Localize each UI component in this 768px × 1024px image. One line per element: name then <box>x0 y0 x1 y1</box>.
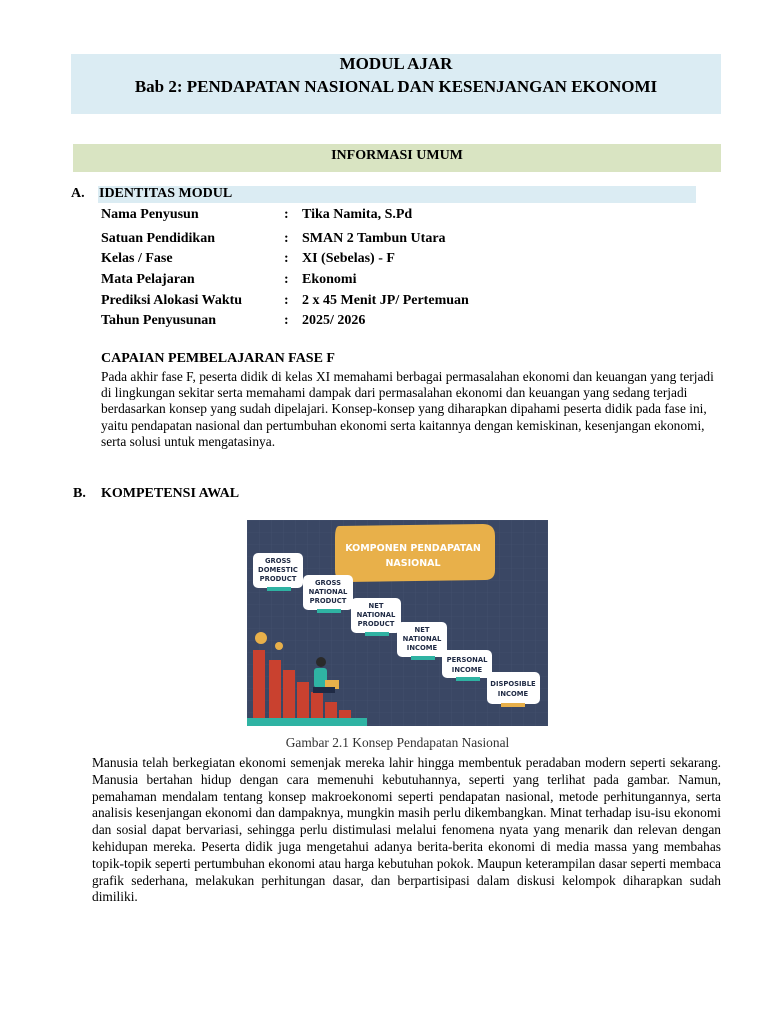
figure-illustration <box>247 520 548 726</box>
banner-line-1: KOMPONEN PENDAPATAN <box>345 543 481 554</box>
identity-row <box>0 250 768 270</box>
info-heading: INFORMASI UMUM <box>73 144 721 172</box>
identity-value: Ekonomi <box>302 272 357 287</box>
step-text: GROSS <box>264 557 292 565</box>
module-title: MODUL AJAR <box>339 54 453 73</box>
step-text: DOMESTIC <box>258 566 298 574</box>
identity-label: Kelas / Fase <box>101 251 173 266</box>
step-text: NATIONAL <box>356 611 396 619</box>
identity-value: XI (Sebelas) - F <box>302 251 395 266</box>
step-text: INCOME <box>451 666 483 674</box>
step-text: PRODUCT <box>309 597 347 605</box>
identity-colon: : <box>284 251 289 266</box>
step-text: INCOME <box>406 644 438 652</box>
identity-label: Satuan Pendidikan <box>101 231 215 246</box>
identity-row <box>0 206 768 226</box>
section-a-title: IDENTITAS MODUL <box>99 186 233 201</box>
step-card <box>487 672 540 704</box>
step-text: PRODUCT <box>259 575 297 583</box>
identity-colon: : <box>284 272 289 287</box>
identity-row <box>0 312 768 332</box>
identity-colon: : <box>284 231 289 246</box>
identity-value: Tika Namita, S.Pd <box>302 207 413 222</box>
identity-value: SMAN 2 Tambun Utara <box>302 231 446 246</box>
capaian-text: Pada akhir fase F, peserta didik di kelas XI memahami berbagai permasalahan ekonomi dan keuangan yang terjadi di lingkungan sekitar serta memahami dampak dari permasalahan ekonomi dan keuangan yang sedang terjadi berdasarkan konsep yang sudah dipelajari. Konsep-konsep yang diharapkan dipahami peserta didik pada fase ini, yaitu pendapatan nasional dan pertumbuhan ekonomi serta kaitannya dengan kemiskinan, kesenjangan ekonomi, serta solusi untuk mengatasinya. <box>101 369 714 449</box>
step-text: PRODUCT <box>357 620 395 628</box>
step-text: DISPOSIBLE <box>490 680 536 688</box>
identity-row <box>0 271 768 291</box>
kompetensi-awal-text: Manusia telah berkegiatan ekonomi semenjak mereka lahir hingga membentuk peradaban modern seperti sekarang. Manusia bertahan hidup dengan cara memenuhi kebutuhannya, seperti yang terlihat pada gambar. Namun, pemahaman mendalam tentang konsep makroekonomi seperti pendapatan nasional, metode perhitungannya, serta analisis kesenjangan ekonomi dan dampaknya, mungkin masih perlu dikembangkan. Minat terhadap isu-isu ekonomi dan sosial dapat bervariasi, sehingga perlu distimulasi melalui fenomena nyata yang menarik dan relevan dengan kehidupan mereka. Peserta didik juga mengetahui adanya berita-berita ekonomi di media massa yang membahas topik-topik seperti pertumbuhan ekonomi atau harga kebutuhan pokok. Maupun keterampilan dasar seperti membaca grafik sederhana, melakukan perhitungan dasar, dan berpartisipasi dalam diskusi kelompok diharapkan sudah dimiliki. <box>92 755 721 905</box>
identity-colon: : <box>284 207 289 222</box>
figure-caption: Gambar 2.1 Konsep Pendapatan Nasional <box>285 735 510 750</box>
section-b-title: KOMPETENSI AWAL <box>101 486 240 501</box>
coin-icon <box>255 632 267 644</box>
national-income-figure <box>247 520 548 726</box>
identity-label: Prediksi Alokasi Waktu <box>101 293 243 308</box>
identity-row <box>0 230 768 250</box>
step-text: PERSONAL <box>446 656 488 664</box>
step-text: NATIONAL <box>308 588 348 596</box>
section-b-letter: B. <box>73 486 86 501</box>
module-title-box <box>71 54 721 114</box>
section-a-letter: A. <box>71 186 85 201</box>
banner-line-2: NASIONAL <box>385 558 441 569</box>
step-text: INCOME <box>497 690 529 698</box>
identity-label: Tahun Penyusunan <box>101 313 217 328</box>
step-text: GROSS <box>314 579 342 587</box>
identity-colon: : <box>284 293 289 308</box>
identity-colon: : <box>284 313 289 328</box>
module-subtitle: Bab 2: PENDAPATAN NASIONAL DAN KESENJANGAN EKONOMI <box>134 77 658 96</box>
step-text: NET <box>414 626 430 634</box>
step-text: NET <box>368 602 384 610</box>
identity-value: 2025/ 2026 <box>302 313 366 328</box>
capaian-title: CAPAIAN PEMBELAJARAN FASE F <box>101 351 335 366</box>
step-text: NATIONAL <box>402 635 442 643</box>
identity-row <box>0 292 768 312</box>
coin-icon <box>275 642 283 650</box>
identity-label: Nama Penyusun <box>101 207 199 222</box>
identity-label: Mata Pelajaran <box>101 272 195 287</box>
identity-value: 2 x 45 Menit JP/ Pertemuan <box>302 293 469 308</box>
